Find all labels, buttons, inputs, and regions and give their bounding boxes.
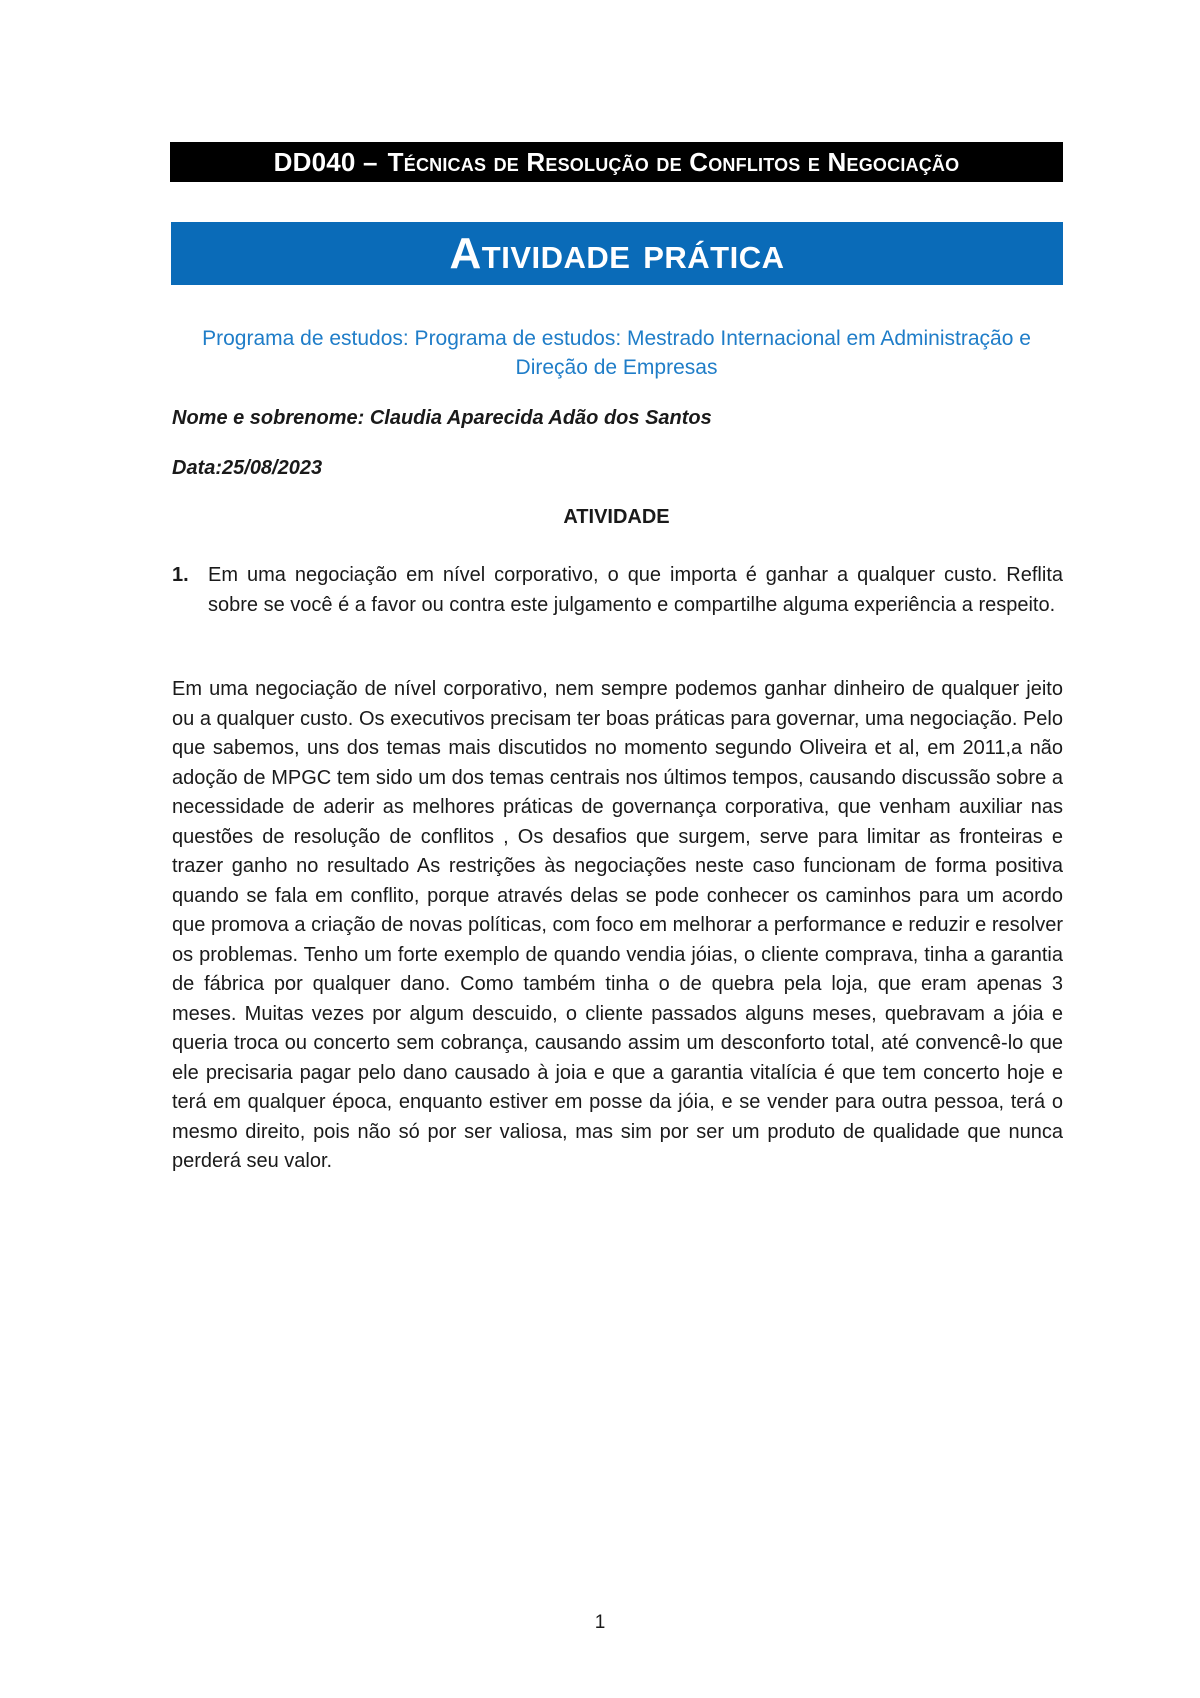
question-text: Em uma negociação em nível corporativo, o que importa é ganhar a qualquer custo. Reflita sobre se você é a favor ou contra este julgamento e compartilhe alguma experiência a respeito. (208, 564, 1063, 616)
activity-banner (171, 222, 1063, 285)
course-title-bar (170, 142, 1063, 182)
submission-date: Data:25/08/2023 (172, 457, 323, 479)
section-heading: ATIVIDADE (563, 506, 670, 528)
question-item (172, 560, 1063, 620)
page-number: 1 (594, 1612, 606, 1633)
course-code: DD040 – (273, 146, 378, 177)
question-number: 1. (172, 564, 189, 586)
answer-paragraph: Em uma negociação de nível corporativo, nem sempre podemos ganhar dinheiro de qualquer jeito ou a qualquer custo. Os executivos precisam ter boas práticas para governar, uma negociação. Pelo que sabemos, uns dos temas mais discutidos no momento segundo Oliveira et al, em 2011,a não adoção de MPGC tem sido um dos temas centrais nos últimos tempos, causando discussão sobre a necessidade de aderir as melhores práticas de governança corporativa, que venham auxiliar nas questões de resolução de conflitos , Os desafios que surgem, serve para limitar as fronteiras e trazer ganho no resultado As restrições às negociações neste caso funcionam de forma positiva quando se fala em conflito, porque através delas se pode conhecer os caminhos para um acordo que promova a criação de novas políticas, com foco em melhorar a performance e reduzir e resolver os problemas. Tenho um forte exemplo de quando vendia jóias, o cliente comprava, tinha a garantia de fábrica por qualquer dano. Como também tinha o de quebra pela loja, que eram apenas 3 meses. Muitas vezes por algum descuido, o cliente passados alguns meses, quebravam a jóia e queria troca ou concerto sem cobrança, causando assim um desconforto total, até convencê-lo que ele precisaria pagar pelo dano causado à joia e que a garantia vitalícia é que tem concerto hoje e terá em qualquer época, enquanto estiver em posse da jóia, e se vender para outra pessoa, terá o mesmo direito, pois não só por ser valiosa, mas sim por ser um produto de qualidade que nunca perderá seu valor. (172, 678, 1063, 1172)
course-title: Técnicas de Resolução de Conflitos e Negociação (387, 146, 960, 177)
program-of-studies: Programa de estudos: Programa de estudos: Mestrado Internacional em Administração e Direção de Empresas (202, 327, 1031, 379)
activity-banner-title: Atividade prática (449, 228, 785, 278)
student-name: Nome e sobrenome: Claudia Aparecida Adão dos Santos (172, 407, 712, 429)
